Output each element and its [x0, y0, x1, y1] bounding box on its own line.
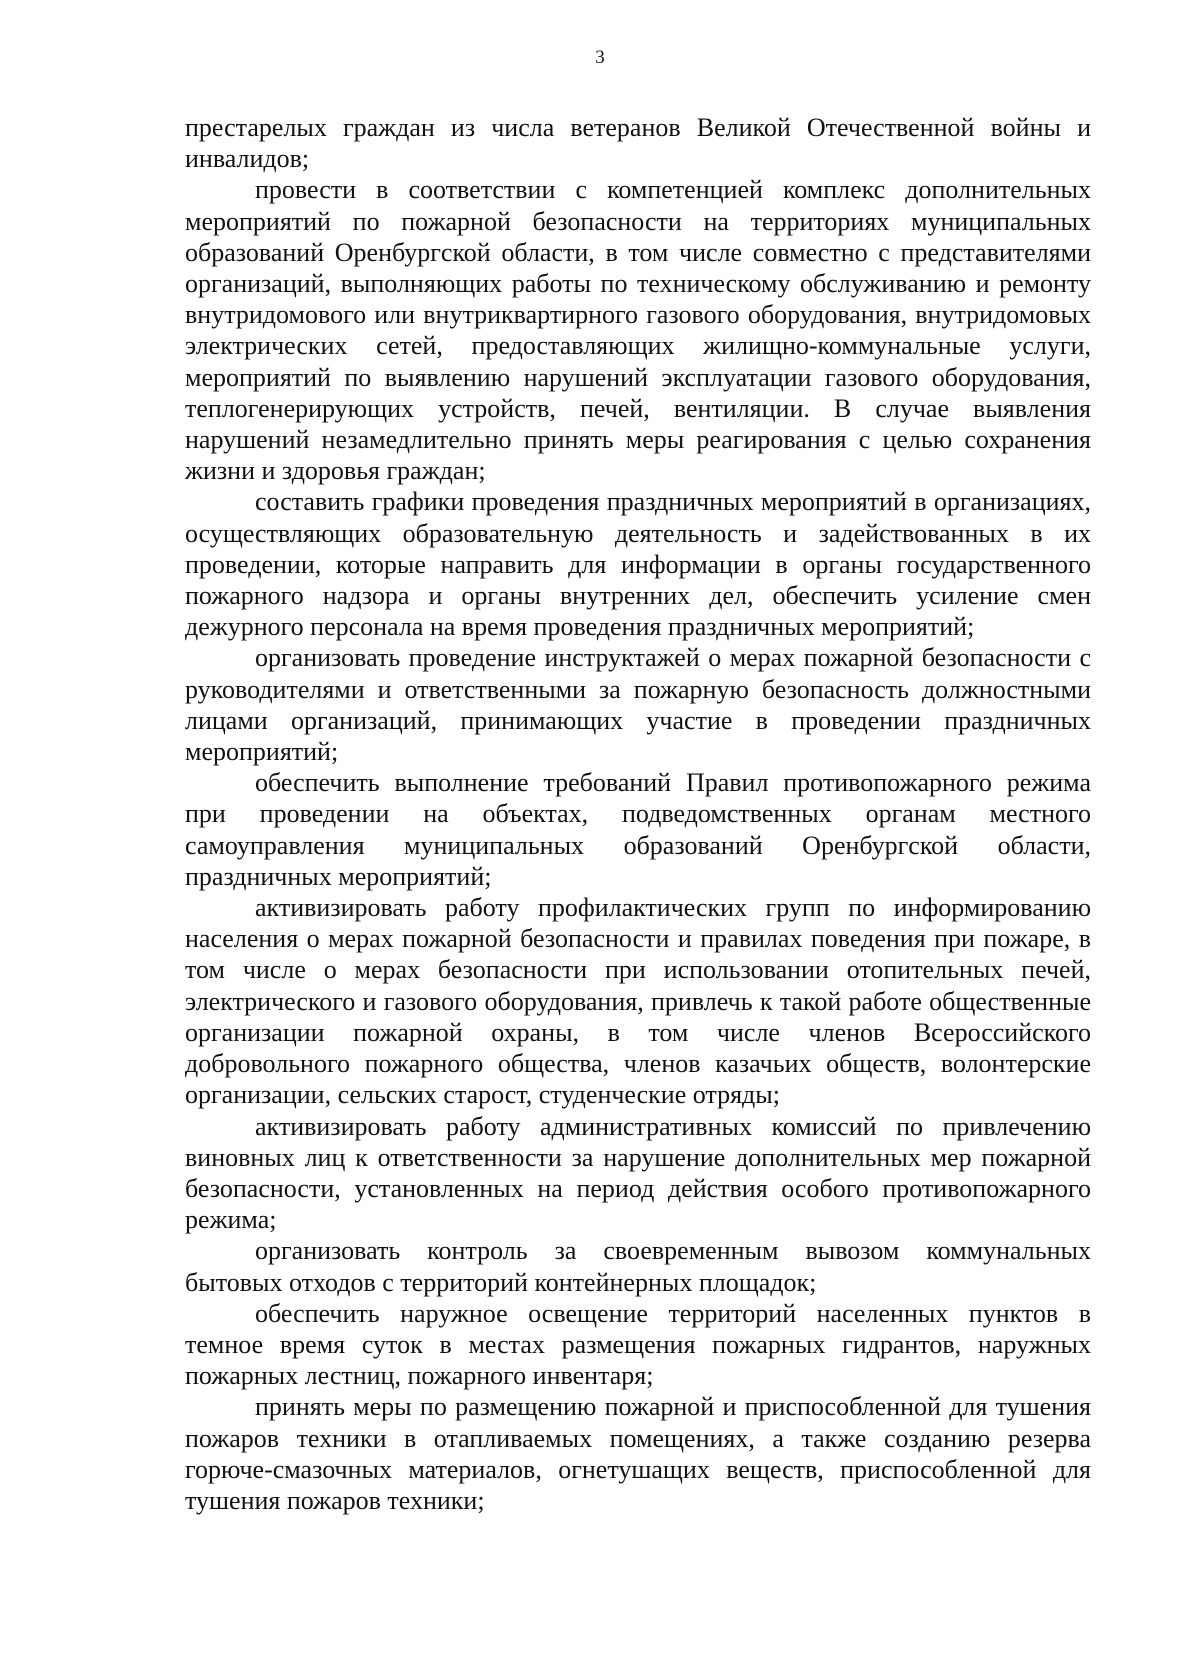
paragraph-fire-regime-rules: обеспечить выполнение требований Правил противопожарного режима при проведении на объектах, подведомственных органам местного самоуправления муниципальных образований Оренбургской области, праздничных мероприятий; — [185, 768, 1091, 891]
paragraph-instructions: организовать проведение инструктажей о мерах пожарной безопасности с руководителями и ответственными за пожарную безопасность должностными лицами организаций, принимающих участие в проведении праздничных мероприятий; — [185, 643, 1091, 767]
paragraph-equipment-placement: принять меры по размещению пожарной и приспособленной для тушения пожаров техники в отапливаемых помещениях, а также созданию резерва горюче-смазочных материалов, огнетушащих веществ, приспособленной для тушения пожаров техники; — [185, 1392, 1091, 1515]
paragraph-fire-safety-measures: провести в соответствии с компетенцией комплекс дополнительных мероприятий по пожарной безопасности на территориях муниципальных образований Оренбургской области, в том числе совместно с представителями организаций, выполняющих работы по техническому обслуживанию и ремонту внутридомового или внутриквартирного газового оборудования, внутридомовых электрических сетей, предоставляющих жилищно-коммунальные услуги, мероприятий по выявлению нарушений эксплуатации газового оборудования, теплогенерирующих устройств, печей, вентиляции. В случае выявления нарушений незамедлительно принять меры реагирования с целью сохранения жизни и здоровья граждан; — [185, 175, 1091, 486]
paragraph-holiday-schedules: составить графики проведения праздничных мероприятий в организациях, осуществляющих образовательную деятельность и задействованных в их проведении, которые направить для информации в органы государственного пожарного надзора и органы внутренних дел, обеспечить усиление смен дежурного персонала на время проведения праздничных мероприятий; — [185, 487, 1091, 642]
paragraph-administrative-commissions: активизировать работу административных комиссий по привлечению виновных лиц к ответственности за нарушение дополнительных мер пожарной безопасности, установленных на период действия особого противопожарного режима; — [185, 1111, 1091, 1235]
paragraph-prevention-groups: активизировать работу профилактических групп по информированию населения о мерах пожарной безопасности и правилах поведения при пожаре, в том числе о мерах безопасности при использовании отопительных печей, электрического и газового оборудования, привлечь к такой работе общественные организации пожарной охраны, в том числе членов Всероссийского добровольного пожарного общества, членов казачьих обществ, волонтерские организации, сельских старост, студенческие отряды; — [185, 893, 1091, 1110]
paragraph-waste-removal: организовать контроль за своевременным вывозом коммунальных бытовых отходов с территорий контейнерных площадок; — [185, 1236, 1091, 1297]
paragraph-continuation: престарелых граждан из числа ветеранов Великой Отечественной войны и инвалидов; — [185, 113, 1091, 174]
page-number: 3 — [595, 47, 605, 68]
document-body — [185, 112, 1091, 1516]
paragraph-outdoor-lighting: обеспечить наружное освещение территорий населенных пунктов в темное время суток в местах размещения пожарных гидрантов, наружных пожарных лестниц, пожарного инвентаря; — [185, 1298, 1091, 1391]
